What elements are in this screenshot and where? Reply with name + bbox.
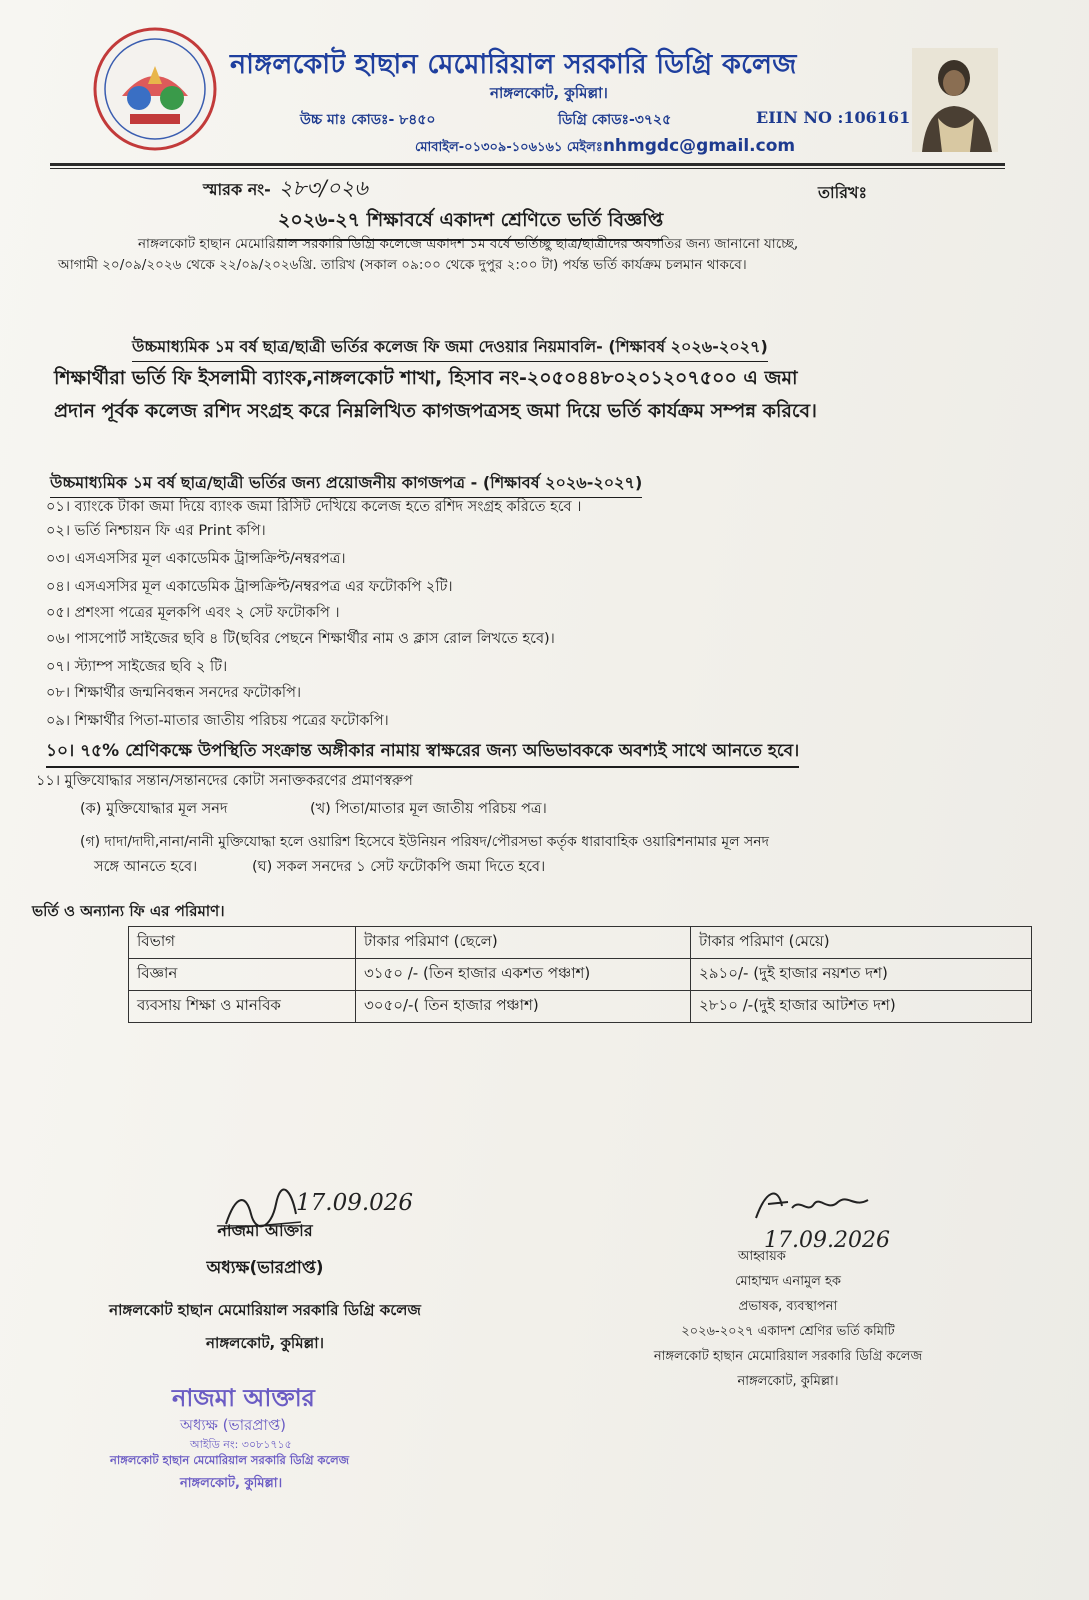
table-header-row <box>129 927 1032 959</box>
memo-value: ২৮৩/০২৬ <box>278 176 368 200</box>
stamp-id: আইডি নং: ৩০৮১৭১৫ <box>190 1438 292 1451</box>
convener-college: নাঙ্গলকোট হাছান মেমোরিয়াল সরকারি ডিগ্রি কলেজ <box>653 1349 923 1364</box>
table-cell: বিজ্ঞান <box>129 959 356 991</box>
list-item: ১১। মুক্তিযোদ্ধার সন্তান/সন্তানদের কোটা সনাক্তকরণের প্রমাণস্বরুপ <box>36 773 413 789</box>
mobile-number: মোবাইল-০১৩০৯-১০৬১৬১ মেইলঃ <box>415 140 603 155</box>
documents-title: উচ্চমাধ্যমিক ১ম বর্ষ ছাত্র/ছাত্রী ভর্তির জন্য প্রয়োজনীয় কাগজপত্র - (শিক্ষাবর্ষ ২০২৬-২০২৭) <box>50 470 642 498</box>
table-cell: ২৯১০/- (দুই হাজার নয়শত দশ) <box>691 959 1032 991</box>
principal-college: নাঙ্গলকোট হাছান মেমোরিয়াল সরকারি ডিগ্রি কলেজ <box>109 1301 421 1319</box>
list-item: ০২। ভর্তি নিশ্চায়ন ফি এর Print কপি। <box>46 523 266 539</box>
convener-sign-date: 17.09.2026 <box>764 1228 890 1253</box>
degree-code: ডিগ্রি কোডঃ-৩৭২৫ <box>558 112 672 128</box>
fee-rules-line-1: শিক্ষার্থীরা ভর্তি ফি ইসলামী ব্যাংক,নাঙ্গলকোট শাখা, হিসাব নং-২০৫০৪৪৮০২০১২০৭৫০০ এ জমা <box>54 367 798 389</box>
notice-intro <box>58 234 1018 276</box>
stamp-title: অধ্যক্ষ (ভারপ্রাপ্ত) <box>180 1416 287 1434</box>
email-address: nhmgdc@gmail.com <box>602 136 796 156</box>
college-logo-icon <box>92 26 218 152</box>
table-cell: ৩১৫০ /- (তিন হাজার একশত পঞ্চাশ) <box>356 959 691 991</box>
column-header: টাকার পরিমাণ (ছেলে) <box>356 927 691 959</box>
memo-label: স্মারক নং- <box>203 180 271 199</box>
notice-title: ২০২৬-২৭ শিক্ষাবর্ষে একাদশ শ্রেণিতে ভর্তি বিজ্ঞপ্তি <box>278 206 663 241</box>
intro-line-1: নাঙ্গলকোট হাছান মেমোরিয়াল সরকারি ডিগ্রি কলেজে একাদশ ১ম বর্ষে ভর্তিচ্ছু ছাত্র/ছাত্রীদের অবগতির জন্য জানানো যাচ্ছে, <box>138 236 799 252</box>
list-item: ০৬। পাসপোর্ট সাইজের ছবি ৪ টি(ছবির পেছনে শিক্ষার্থীর নাম ও ক্লাস রোল লিখতে হবে)। <box>46 631 555 647</box>
principal-sign-date: 17.09.026 <box>296 1190 414 1216</box>
list-item: ১০। ৭৫% শ্রেণিকক্ষে উপস্থিতি সংক্রান্ত অঙ্গীকার নামায় স্বাক্ষরের জন্য অভিভাবককে অবশ্যই সাথে আনতে হবে। <box>46 738 799 768</box>
table-row <box>129 959 1032 991</box>
list-item: ০৪। এসএসসির মূল একাডেমিক ট্রান্সক্রিপ্ট/নম্বরপত্র এর ফটোকপি ২টি। <box>46 579 453 595</box>
quota-item-a: (ক) মুক্তিযোদ্ধার মূল সনদ <box>80 801 228 817</box>
fee-rules-line-2: প্রদান পূর্বক কলেজ রশিদ সংগ্রহ করে নিম্নলিখিত কাগজপত্রসহ জমা দিয়ে ভর্তি কার্যক্রম সম্পন্ন করিবে। <box>54 400 817 422</box>
quota-item-c-cont: সঙ্গে আনতে হবে। <box>94 859 198 875</box>
list-item: ০৩। এসএসসির মূল একাডেমিক ট্রান্সক্রিপ্ট/নম্বরপত্র। <box>46 551 346 567</box>
intro-line-2: আগামী ২০/০৯/২০২৬ থেকে ২২/০৯/২০২৬খ্রি. তারিখ (সকাল ০৯:০০ থেকে দুপুর ২:০০ টা) পর্যন্ত ভর্তি কার্যক্রম চলমান থাকবে। <box>58 257 747 273</box>
list-item: ০৫। প্রশংসা পত্রের মূলকপি এবং ২ সেট ফটোকপি । <box>46 605 340 621</box>
table-cell: ২৮১০ /-(দুই হাজার আটশত দশ) <box>691 991 1032 1023</box>
college-address: নাঙ্গলকোট, কুমিল্লা। <box>490 84 608 102</box>
principal-block <box>70 1218 460 1357</box>
table-cell: ৩০৫০/-( তিন হাজার পঞ্চাশ) <box>356 991 691 1023</box>
college-name: নাঙ্গলকোট হাছান মেমোরিয়াল সরকারি ডিগ্রি কলেজ <box>230 49 797 80</box>
fee-heading: ভর্তি ও অন্যান্য ফি এর পরিমাণ। <box>32 902 225 920</box>
header-divider <box>50 163 1005 166</box>
column-header: বিভাগ <box>129 927 356 959</box>
convener-name: মোহাম্মদ এনামুল হক <box>735 1274 841 1289</box>
portrait-icon <box>912 48 998 152</box>
column-header: টাকার পরিমাণ (মেয়ে) <box>691 927 1032 959</box>
convener-committee: ২০২৬-২০২৭ একাদশ শ্রেণির ভর্তি কমিটি <box>681 1324 895 1339</box>
fee-rules-title: উচ্চমাধ্যমিক ১ম বর্ষ ছাত্র/ছাত্রী ভর্তির কলেজ ফি জমা দেওয়ার নিয়মাবলি- (শিক্ষাবর্ষ ২০২৬-২০২৭) <box>132 334 768 362</box>
list-item: ০৮। শিক্ষার্থীর জন্মনিবন্ধন সনদের ফটোকপি। <box>46 685 302 701</box>
fee-rules-body <box>54 362 1024 428</box>
memo-number <box>203 172 368 207</box>
convener-block <box>618 1244 958 1394</box>
list-item: ০৭। স্ট্যাম্প সাইজের ছবি ২ টি। <box>46 659 228 675</box>
principal-name: নাজমা আক্তার <box>217 1221 313 1240</box>
fee-table <box>128 926 1032 1023</box>
eiin-number: EIIN NO :106161 <box>756 108 911 127</box>
date-label: তারিখঃ <box>818 183 868 202</box>
quota-item-d: (ঘ) সকল সনদের ১ সেট ফটোকপি জমা দিতে হবে। <box>252 859 546 875</box>
list-item: ০৯। শিক্ষার্থীর পিতা-মাতার জাতীয় পরিচয় পত্রের ফটোকপি। <box>46 713 389 729</box>
table-row <box>129 991 1032 1023</box>
table-cell: ব্যবসায় শিক্ষা ও মানবিক <box>129 991 356 1023</box>
list-item: ০১। ব্যাংকে টাকা জমা দিয়ে ব্যাংক জমা রিসিট দেখিয়ে কলেজ হতে রশিদ সংগ্রহ করিতে হবে । <box>46 499 582 515</box>
contact-line <box>415 136 795 159</box>
stamp-name: নাজমা আক্তার <box>172 1384 315 1412</box>
principal-address: নাঙ্গলকোট, কুমিল্লা। <box>206 1334 324 1352</box>
header-divider-thin <box>50 168 1005 169</box>
hsc-code: উচ্চ মাঃ কোডঃ- ৮৪৫০ <box>300 112 436 128</box>
quota-item-b: (খ) পিতা/মাতার মূল জাতীয় পরিচয় পত্র। <box>310 801 547 817</box>
convener-role: আহ্বায়ক <box>738 1249 786 1264</box>
principal-designation: অধ্যক্ষ(ভারপ্রাপ্ত) <box>206 1258 324 1278</box>
quota-item-c: (গ) দাদা/দাদী,নানা/নানী মুক্তিযোদ্ধা হলে ওয়ারিশ হিসেবে ইউনিয়ন পরিষদ/পৌরসভা কর্তৃক ধারাবাহিক ওয়ারিশনামার মূল সনদ <box>80 834 769 850</box>
stamp-college: নাঙ্গলকোট হাছান মেমোরিয়াল সরকারি ডিগ্রি কলেজ <box>110 1453 350 1467</box>
convener-designation: প্রভাষক, ব্যবস্থাপনা <box>738 1299 838 1314</box>
convener-address: নাঙ্গলকোট, কুমিল্লা। <box>737 1374 839 1389</box>
principal-stamp <box>110 1380 410 1500</box>
stamp-address: নাঙ্গলকোট, কুমিল্লা। <box>180 1476 283 1491</box>
